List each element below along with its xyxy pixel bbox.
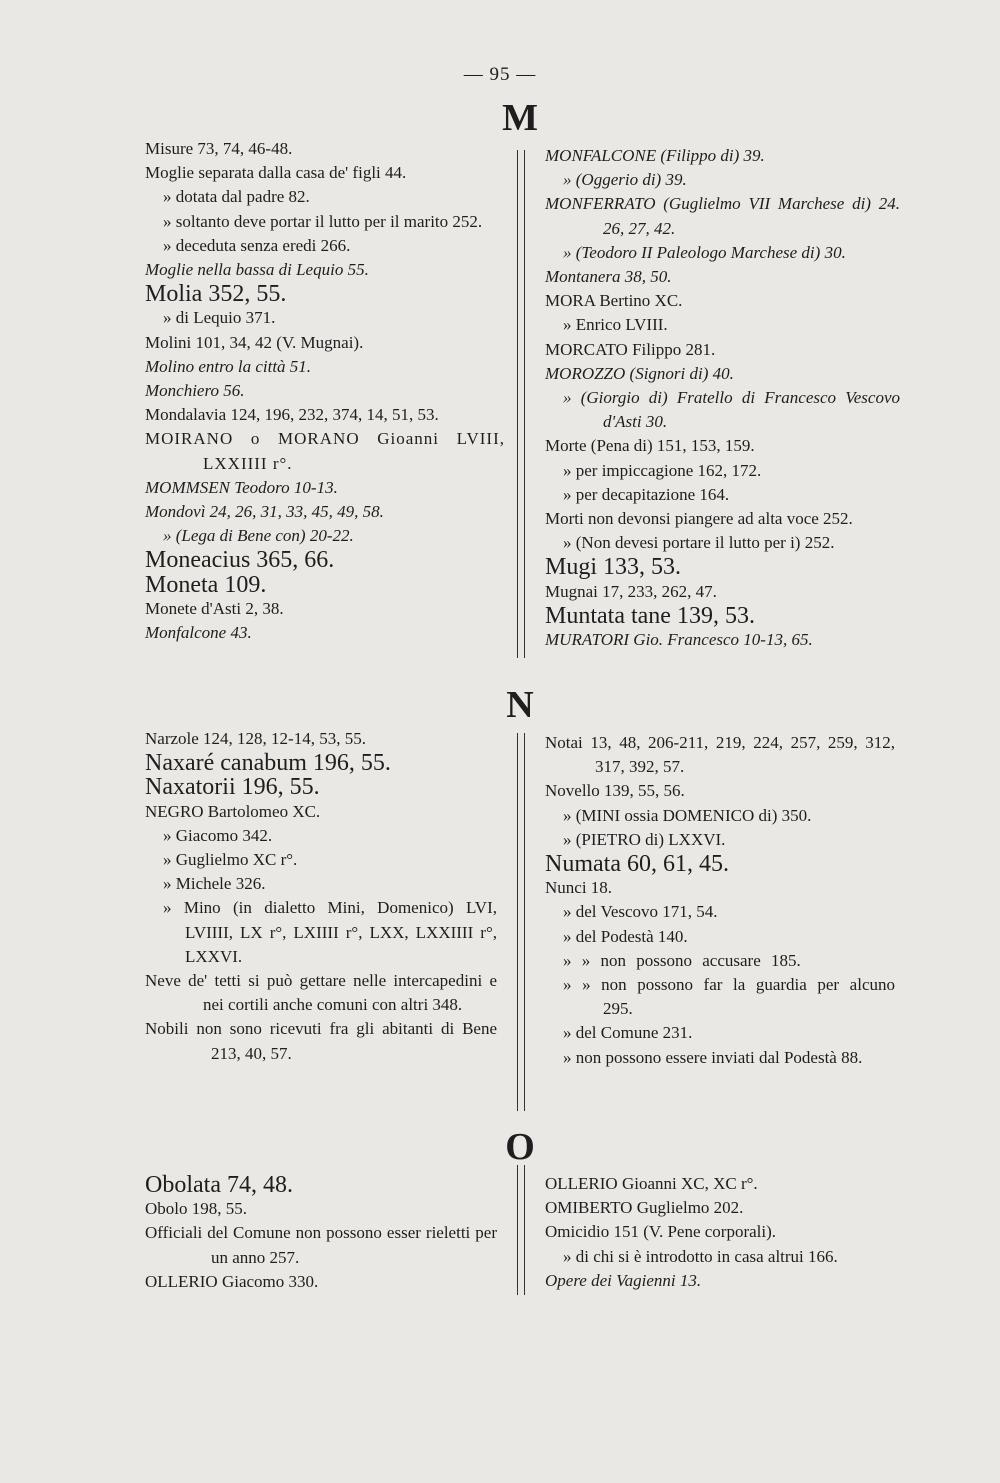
index-entry: Obolata 74, 48.	[145, 1172, 293, 1198]
section-letter-o: O	[505, 1126, 535, 1168]
index-entry: » non possono essere inviati dal Podestà 88.	[563, 1047, 863, 1067]
index-entry: Molino entro la città 51.	[145, 356, 312, 376]
index-entry: Monfalcone 43.	[145, 623, 252, 643]
index-column-o-right	[545, 1172, 895, 1293]
index-entry: Nunci 18.	[545, 878, 613, 898]
index-entry: » Giacomo 342.	[163, 825, 273, 845]
index-entry: Misure 73, 74, 46-48.	[145, 139, 293, 158]
index-column-m-right	[545, 144, 900, 652]
index-entry: » per decapitazione 164.	[563, 484, 730, 504]
column-divider	[517, 1165, 525, 1295]
index-entry: MURATORI Gio. Francesco 10-13, 65.	[545, 630, 813, 650]
index-entry: » (Oggerio di) 39.	[563, 170, 687, 190]
index-entry: MOROZZO (Signori di) 40.	[545, 363, 734, 383]
index-entry: » deceduta senza eredi 266.	[163, 235, 351, 255]
index-entry: NEGRO Bartolomeo XC.	[145, 801, 321, 821]
index-entry: Moneacius 365, 66.	[145, 547, 335, 574]
index-entry: Monete d'Asti 2, 38.	[145, 598, 284, 618]
column-divider	[517, 733, 525, 1111]
index-column-m-left	[145, 137, 505, 645]
index-entry: Mugnai 17, 233, 262, 47.	[545, 581, 717, 601]
index-entry: » soltanto deve portar il lutto per il marito 252.	[163, 211, 483, 231]
section-letter-m: M	[502, 97, 538, 139]
index-entry: Neve de' tetti si può gettare nelle intercapedini e nei cortili anche comuni con altri 348.	[145, 971, 497, 1015]
index-entry: » di chi si è introdotto in casa altrui 166.	[563, 1246, 838, 1266]
index-entry: » (Teodoro II Paleologo Marchese di) 30.	[563, 242, 846, 262]
index-entry: MOIRANO o MORANO Gioanni LVIII, LXXIIII r°.	[145, 429, 505, 473]
index-entry: Morte (Pena di) 151, 153, 159.	[545, 436, 755, 456]
index-entry: MORCATO Filippo 281.	[545, 339, 716, 359]
index-entry: Mugi 133, 53.	[545, 554, 682, 581]
index-entry: MORA Bertino XC.	[545, 291, 683, 311]
index-entry: » per impiccagione 162, 172.	[563, 460, 762, 480]
index-entry: Monchiero 56.	[145, 381, 245, 401]
index-entry: » (Non devesi portare il lutto per i) 252.	[563, 533, 835, 553]
index-entry: Mondovì 24, 26, 31, 33, 45, 49, 58.	[145, 502, 384, 522]
index-entry: » dotata dal padre 82.	[163, 187, 310, 207]
index-entry: Mondalavia 124, 196, 232, 374, 14, 51, 53.	[145, 405, 439, 425]
index-entry: » del Podestà 140.	[563, 926, 688, 946]
index-entry: OMIBERTO Guglielmo 202.	[545, 1198, 744, 1218]
page-number: — 95 —	[463, 64, 537, 85]
index-entry: Officiali del Comune non possono esser rieletti per un anno 257.	[145, 1223, 497, 1267]
index-column-n-right	[545, 731, 895, 1070]
index-entry: » (MINI ossia DOMENICO di) 350.	[563, 805, 812, 825]
index-entry: Narzole 124, 128, 12-14, 53, 55.	[145, 729, 366, 748]
index-entry: OLLERIO Gioanni XC, XC r°.	[545, 1174, 758, 1193]
index-entry: Notai 13, 48, 206-211, 219, 224, 257, 259, 312, 317, 392, 57.	[545, 733, 895, 777]
index-entry: » Enrico LVIII.	[563, 315, 668, 335]
index-entry: Moglie nella bassa di Lequio 55.	[145, 260, 369, 280]
index-entry: Omicidio 151 (V. Pene corporali).	[545, 1222, 777, 1242]
index-entry: Obolo 198, 55.	[145, 1199, 247, 1219]
index-entry: MONFERRATO (Guglielmo VII Marchese di) 24. 26, 27, 42.	[545, 194, 900, 238]
index-entry: » (PIETRO di) LXXVI.	[563, 829, 726, 849]
index-entry: » Mino (in dialetto Mini, Domenico) LVI, LVIIII, LX r°, LXIIII r°, LXX, LXXIIII r°, LXXVI.	[163, 898, 497, 966]
index-entry: Nobili non sono ricevuti fra gli abitanti di Bene 213, 40, 57.	[145, 1019, 497, 1063]
index-entry: Moneta 109.	[145, 571, 267, 598]
index-entry: MOMMSEN Teodoro 10-13.	[145, 477, 338, 497]
index-entry: » » non possono far la guardia per alcuno 295.	[563, 975, 895, 1019]
index-entry: » del Vescovo 171, 54.	[563, 902, 718, 922]
index-entry: Naxatorii 196, 55.	[145, 774, 320, 801]
index-entry: » di Lequio 371.	[163, 308, 276, 328]
index-entry: » del Comune 231.	[563, 1023, 693, 1043]
index-entry: Montanera 38, 50.	[545, 267, 672, 287]
index-entry: Numata 60, 61, 45.	[545, 851, 729, 878]
index-column-o-left	[145, 1173, 497, 1294]
column-divider	[517, 150, 525, 658]
index-entry: » » non possono accusare 185.	[563, 950, 801, 970]
index-entry: Morti non devonsi piangere ad alta voce 252.	[545, 509, 853, 529]
index-entry: » Michele 326.	[163, 874, 266, 894]
index-entry: Moglie separata dalla casa de' figli 44.	[145, 163, 407, 183]
index-entry: Molini 101, 34, 42 (V. Mugnai).	[145, 332, 364, 352]
index-entry: Molia 352, 55.	[145, 281, 287, 308]
index-entry: » (Giorgio di) Fratello di Francesco Vescovo d'Asti 30.	[563, 388, 900, 432]
index-column-n-left	[145, 727, 497, 1066]
index-entry: Novello 139, 55, 56.	[545, 781, 685, 801]
index-entry: Opere dei Vagienni 13.	[545, 1270, 702, 1290]
index-entry: » Guglielmo XC r°.	[163, 850, 298, 870]
index-entry: MONFALCONE (Filippo di) 39.	[545, 146, 765, 165]
index-entry: » (Lega di Bene con) 20-22.	[163, 526, 354, 546]
index-entry: Muntata tane 139, 53.	[545, 602, 755, 629]
index-entry: Naxaré canabum 196, 55.	[145, 750, 391, 777]
index-entry: OLLERIO Giacomo 330.	[145, 1271, 319, 1291]
section-letter-n: N	[506, 684, 534, 726]
